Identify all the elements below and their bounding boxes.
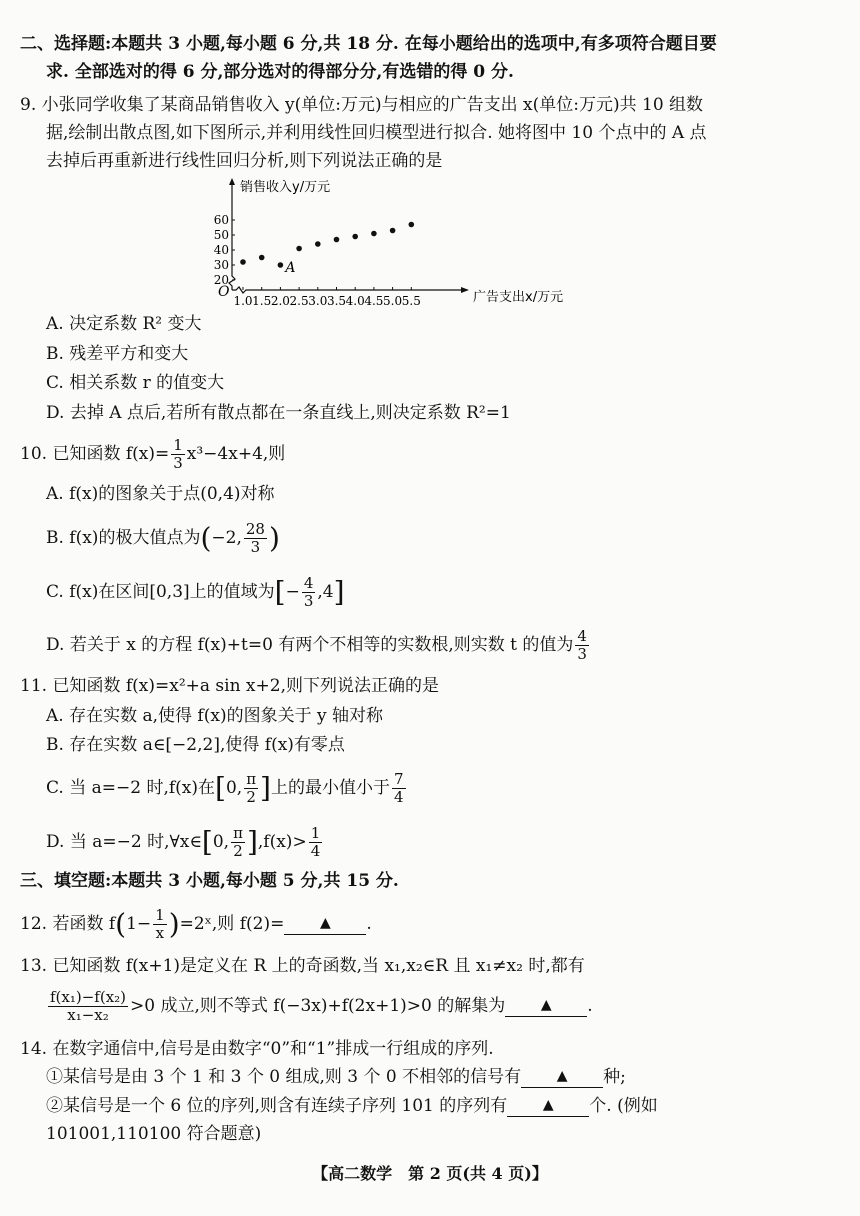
- section3-heading: 三、填空题:本题共 3 小题,每小题 5 分,共 15 分.: [20, 871, 399, 891]
- q10-c-val: −: [285, 582, 300, 602]
- data-point: [296, 246, 302, 252]
- x-tick-label: 1.5: [252, 294, 272, 308]
- y-tick-label: 60: [213, 213, 229, 227]
- frac-den: 2: [246, 788, 256, 806]
- frac-den: 4: [310, 842, 321, 860]
- frac-num: 7: [393, 770, 404, 788]
- data-point: [259, 255, 265, 261]
- q12-pre: 12. 若函数 f: [20, 914, 116, 934]
- x-tick-label: 2.0: [270, 294, 290, 308]
- data-point: [315, 241, 321, 247]
- chart-ylabel: 销售收入y/万元: [240, 180, 331, 195]
- y-tick-label: 40: [213, 243, 229, 257]
- section2-heading-cont: 求. 全部选对的得 6 分,部分选对的得部分分,有选错的得 0 分.: [46, 62, 514, 82]
- frac-num: f(x₁)−f(x₂): [50, 988, 127, 1006]
- q14-part2: [46, 1096, 658, 1117]
- q10-c-pre: C. f(x)在区间[0,3]上的值域为: [46, 582, 275, 602]
- frac-num: π: [233, 824, 243, 842]
- q11-d-frac: [309, 826, 323, 859]
- data-point: [409, 222, 415, 228]
- x-axis: [232, 287, 463, 293]
- q9-option-b: B. 残差平方和变大: [46, 344, 189, 364]
- data-point: [334, 237, 340, 243]
- x-tick-label: 5.5: [401, 294, 421, 308]
- q11-option-c: C. 当 a=−2 时,f(x)在[0, $\frac{\pi}{2}$ ]上的最小值小于 $\frac{7}{4}$: [46, 770, 404, 806]
- q11-option-d: D. 当 a=−2 时,∀x∈[0, $\frac{\pi}{2}$ ],f(x)> $\frac{1}{4}$: [46, 824, 321, 860]
- data-point: [352, 234, 358, 240]
- q14-line1: 14. 在数字通信中,信号是由数字“0”和“1”排成一行组成的序列.: [20, 1039, 494, 1059]
- q10-c-frac: [302, 576, 316, 609]
- point-a-label: A: [285, 260, 296, 276]
- q9-line3: 去掉后再重新进行线性回归分析,则下列说法正确的是: [46, 151, 443, 171]
- q12-end: .: [366, 914, 372, 934]
- q12: 12. 若函数 f(1− $\frac{1}{x}$ )=2ˣ,则 f(2)= ▲ .: [20, 906, 372, 942]
- data-point: [240, 259, 246, 265]
- section2-heading: 二、选择题:本题共 3 小题,每小题 6 分,共 18 分. 在每小题给出的选项中,有多项符合题目要: [20, 34, 717, 54]
- q10-option-d: [46, 629, 591, 662]
- q14-p2-pre: ②某信号是一个 6 位的序列,则含有连续子序列 101 的序列有: [46, 1096, 508, 1116]
- q9-line1: 9. 小张同学收集了某商品销售收入 y(单位:万元)与相应的广告支出 x(单位:万元)共 10 组数: [20, 95, 704, 115]
- q14-p2-answer-blank: ▲: [507, 1097, 589, 1117]
- y-axis-arrow: [229, 178, 235, 185]
- x-tick-label: 4.0: [345, 294, 365, 308]
- x-tick-label: 5.0: [383, 294, 403, 308]
- x-axis-arrow: [461, 287, 469, 293]
- q10-d-pre: D. 若关于 x 的方程 f(x)+t=0 有两个不相等的实数根,则实数 t 的值为: [46, 635, 574, 655]
- frac-den: 3: [173, 454, 183, 472]
- q11-c-int: 0,: [225, 778, 243, 798]
- frac-den: 2: [233, 842, 243, 860]
- q11-stem: 11. 已知函数 f(x)=x²+a sin x+2,则下列说法正确的是: [20, 676, 439, 696]
- q10-frac: [171, 438, 185, 471]
- chart-origin-label: O: [218, 284, 230, 300]
- frac-num: 4: [303, 574, 314, 592]
- q13-end: .: [587, 996, 593, 1016]
- q11-c-pre: C. 当 a=−2 时,f(x)在: [46, 778, 216, 798]
- q10-d-frac: [575, 629, 589, 662]
- q12-answer-blank: ▲: [284, 915, 366, 935]
- frac-den: 4: [393, 788, 404, 806]
- q10-c-post: ,4: [317, 582, 334, 602]
- y-tick-label: 20: [213, 273, 229, 287]
- q14-part1: [46, 1067, 626, 1088]
- frac-den: 3: [250, 538, 261, 556]
- q10-option-c: C. f(x)在区间[0,3]上的值域为[− $\frac{4}{3}$ ,4]: [46, 574, 345, 610]
- q10-stem-pre: 10. 已知函数 f(x)=: [20, 444, 170, 464]
- q14-part2-cont: 101001,110100 符合题意): [46, 1124, 262, 1144]
- x-tick-label: 2.5: [289, 294, 309, 308]
- q13-answer-blank: ▲: [505, 997, 587, 1017]
- q11-d-post: ,f(x)>: [257, 832, 307, 852]
- q11-d-pi-frac: [231, 826, 245, 859]
- q14-p2-post: 个. (例如: [589, 1096, 658, 1116]
- frac-num: 28: [245, 520, 265, 538]
- y-tick-label: 50: [213, 228, 229, 242]
- q10-stem: [20, 438, 285, 471]
- x-tick-label: 1.0: [233, 294, 253, 308]
- frac-num: 1: [310, 824, 321, 842]
- frac-den: x: [155, 924, 165, 942]
- q11-d-pre: D. 当 a=−2 时,∀x∈: [46, 832, 202, 852]
- x-tick-label: 3.0: [308, 294, 328, 308]
- scatter-chart: [205, 172, 590, 312]
- q10-option-b: B. f(x)的极大值点为(−2, $\frac{28}{3}$ ): [46, 520, 280, 556]
- q11-c-pi-frac: [244, 772, 258, 805]
- frac-num: π: [246, 770, 257, 788]
- q11-option-b: B. 存在实数 a∈[−2,2],使得 f(x)有零点: [46, 735, 345, 755]
- q13-post: >0 成立,则不等式 f(−3x)+f(2x+1)>0 的解集为: [130, 996, 506, 1016]
- q9-option-a: A. 决定系数 R² 变大: [46, 314, 202, 334]
- x-tick-label: 3.5: [326, 294, 347, 308]
- q11-d-int: 0,: [212, 832, 230, 852]
- q13-line2: [46, 990, 593, 1023]
- q11-option-a: A. 存在实数 a,使得 f(x)的图象关于 y 轴对称: [46, 706, 383, 726]
- q13-line1: 13. 已知函数 f(x+1)是定义在 R 上的奇函数,当 x₁,x₂∈R 且 x₁≠x₂ 时,都有: [20, 956, 585, 976]
- point-a: [278, 262, 284, 268]
- data-point: [390, 228, 396, 234]
- q12-frac: [153, 908, 167, 941]
- frac-den: 3: [303, 592, 314, 610]
- q9-option-c: C. 相关系数 r 的值变大: [46, 373, 225, 393]
- q10-option-a: A. f(x)的图象关于点(0,4)对称: [46, 484, 275, 504]
- frac-num: 4: [577, 627, 587, 645]
- q10-b-pre: B. f(x)的极大值点为: [46, 528, 201, 548]
- q10-b-frac: [244, 522, 267, 555]
- q14-p1-answer-blank: ▲: [521, 1068, 603, 1088]
- q9-line2: 据,绘制出散点图,如下图所示,并利用线性回归模型进行拟合. 她将图中 10 个点中的 A 点: [46, 123, 707, 143]
- frac-num: 1: [173, 436, 183, 454]
- q12-post: =2ˣ,则 f(2)=: [179, 914, 285, 934]
- q9-option-d: D. 去掉 A 点后,若所有散点都在一条直线上,则决定系数 R²=1: [46, 403, 511, 423]
- frac-num: 1: [155, 906, 165, 924]
- frac-den: 3: [577, 645, 587, 663]
- x-tick-label: 4.5: [364, 294, 384, 308]
- q10-b-val: −2,: [211, 528, 242, 548]
- chart-xlabel: 广告支出x/万元: [473, 290, 564, 305]
- data-point: [371, 231, 377, 237]
- q12-inner: 1−: [126, 914, 152, 934]
- frac-den: x₁−x₂: [67, 1006, 109, 1024]
- q13-frac: [48, 990, 128, 1023]
- y-tick-label: 30: [213, 258, 229, 272]
- q14-p1-post: 种;: [603, 1067, 626, 1087]
- page-footer: 【高二数学 第 2 页(共 4 页)】: [312, 1164, 548, 1183]
- q11-c-frac: [392, 772, 406, 805]
- q14-p1-pre: ①某信号是由 3 个 1 和 3 个 0 组成,则 3 个 0 不相邻的信号有: [46, 1067, 522, 1087]
- q11-c-post: 上的最小值小于: [270, 778, 390, 798]
- q10-stem-post: x³−4x+4,则: [186, 444, 286, 464]
